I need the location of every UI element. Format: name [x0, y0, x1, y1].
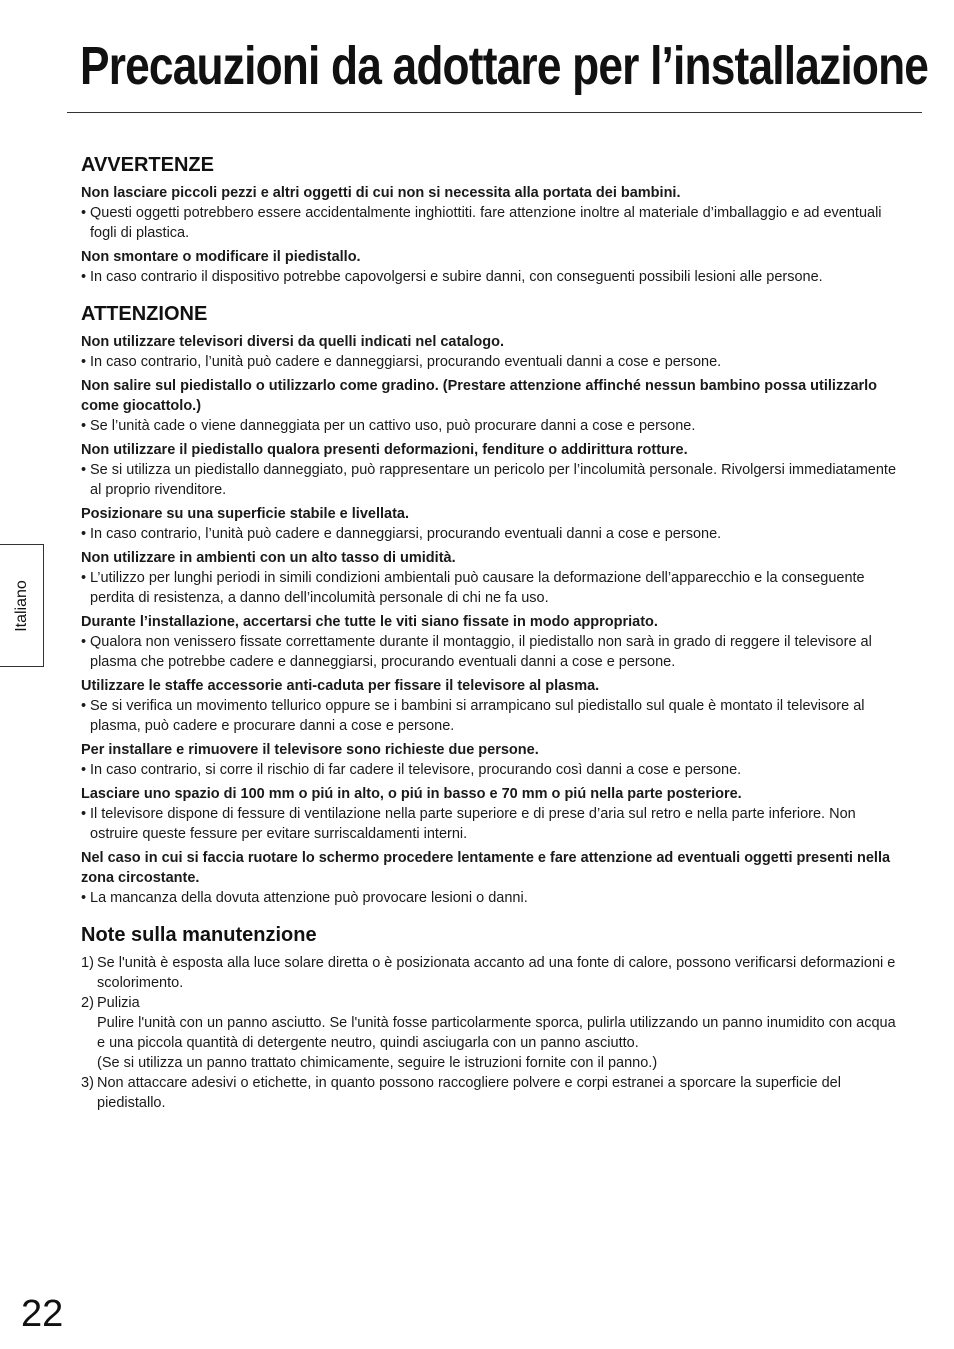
bullet-text: Questi oggetti potrebbero essere accidentalmente inghiottiti. fare attenzione inoltre al materiale d’imballaggio e ad eventuali fogli di plastica. — [90, 205, 882, 241]
caution-title: Non utilizzare in ambienti con un alto tasso di umidità. — [81, 550, 456, 566]
language-tab — [0, 544, 44, 667]
bullet-icon: • — [81, 570, 87, 586]
caution-title: Non utilizzare il piedistallo qualora presenti deformazioni, fenditure o addirittura rotture. — [81, 442, 688, 458]
caution-item — [81, 376, 906, 436]
language-tab-label: Italiano — [13, 580, 30, 632]
bullet-text: La mancanza della dovuta attenzione può provocare lesioni o danni. — [90, 890, 528, 906]
caution-item — [81, 440, 906, 500]
warning-item — [81, 183, 906, 243]
caution-title: Nel caso in cui si faccia ruotare lo schermo procedere lentamente e fare attenzione ad eventuali oggetti presenti nella zona circostante. — [81, 850, 891, 886]
item-text: Non attaccare adesivi o etichette, in quanto possono raccogliere polvere e corpi estranei a sporcare la superficie del piedistallo. — [97, 1075, 841, 1111]
bullet-text: Se si utilizza un piedistallo danneggiato, può rappresentare un pericolo per l’incolumità personale. Rivolgersi immediatamente al proprio rivenditore. — [90, 462, 897, 498]
bullet-point — [81, 460, 906, 500]
bullet-point — [81, 524, 906, 544]
item-text: Pulire l'unità con un panno asciutto. Se l'unità fosse particolarmente sporca, pulirla utilizzando un panno inumidito con acqua e una piccola quantità di detergente neutro, quindi asciugarla con un panno asciutto. — [97, 1015, 896, 1051]
caution-item — [81, 548, 906, 608]
caution-title: Per installare e rimuovere il televisore sono richieste due persone. — [81, 742, 539, 758]
caution-item — [81, 676, 906, 736]
bullet-point — [81, 203, 906, 243]
bullet-text: L’utilizzo per lunghi periodi in simili condizioni ambientali può causare la deformazione dell’apparecchio e la conseguente perdita di resistenza, a danno dell’incolumità personale di chi ne fa uso. — [90, 570, 865, 606]
bullet-text: In caso contrario il dispositivo potrebbe capovolgersi e subire danni, con conseguenti possibili lesioni alle persone. — [90, 269, 823, 285]
bullet-point — [81, 632, 906, 672]
caution-item — [81, 612, 906, 672]
item-number: 3) — [81, 1075, 94, 1091]
bullet-point — [81, 352, 906, 372]
caution-item — [81, 504, 906, 544]
section-heading: ATTENZIONE — [81, 303, 208, 325]
caution-item — [81, 848, 906, 908]
section-manutenzione — [81, 922, 906, 1113]
bullet-point — [81, 568, 906, 608]
section-heading: AVVERTENZE — [81, 154, 214, 176]
bullet-text: Il televisore dispone di fessure di ventilazione nella parte superiore e di prese d’aria sul retro e nella parte inferiore. Non ostruire queste fessure per evitare surriscaldamenti interni. — [90, 806, 856, 842]
caution-item — [81, 740, 906, 780]
bullet-point — [81, 804, 906, 844]
bullet-icon: • — [81, 634, 87, 650]
page-title: Precauzioni da adottare per l’installazione — [80, 36, 929, 96]
section-avvertenze — [81, 152, 906, 287]
caution-title: Durante l’installazione, accertarsi che tutte le viti siano fissate in modo appropriato. — [81, 614, 658, 630]
bullet-icon: • — [81, 806, 87, 822]
bullet-text: Qualora non venissero fissate correttamente durante il montaggio, il piedistallo non sarà in grado di reggere il televisore al plasma che potrebbe cadere e danneggiarsi, procurando eventuali danni a cose e persone. — [90, 634, 872, 670]
numbered-item — [81, 993, 906, 1073]
numbered-item — [81, 1073, 906, 1113]
caution-title: Non utilizzare televisori diversi da quelli indicati nel catalogo. — [81, 334, 505, 350]
bullet-point — [81, 416, 906, 436]
bullet-point — [81, 267, 906, 287]
item-text: Se l'unità è esposta alla luce solare diretta o è posizionata accanto ad una fonte di calore, possono verificarsi deformazioni e scolorimento. — [97, 955, 896, 991]
item-number: 2) — [81, 995, 94, 1011]
content — [81, 152, 906, 1127]
bullet-icon: • — [81, 762, 87, 778]
warning-title: Non smontare o modificare il piedistallo. — [81, 249, 361, 265]
section-heading: Note sulla manutenzione — [81, 924, 317, 946]
bullet-text: In caso contrario, l’unità può cadere e danneggiarsi, procurando eventuali danni a cose e persone. — [90, 354, 722, 370]
bullet-icon: • — [81, 526, 87, 542]
title-divider — [67, 112, 922, 113]
bullet-icon: • — [81, 354, 87, 370]
caution-title: Lasciare uno spazio di 100 mm o piú in alto, o piú in basso e 70 mm o piú nella parte posteriore. — [81, 786, 742, 802]
bullet-text: In caso contrario, si corre il rischio di far cadere il televisore, procurando così danni a cose e persone. — [90, 762, 742, 778]
bullet-icon: • — [81, 205, 87, 221]
bullet-point — [81, 760, 906, 780]
item-text: (Se si utilizza un panno trattato chimicamente, seguire le istruzioni fornite con il panno.) — [97, 1055, 658, 1071]
bullet-icon: • — [81, 698, 87, 714]
bullet-icon: • — [81, 890, 87, 906]
numbered-item — [81, 953, 906, 993]
item-text: Pulizia — [97, 995, 140, 1011]
bullet-point — [81, 696, 906, 736]
warning-title: Non lasciare piccoli pezzi e altri oggetti di cui non si necessita alla portata dei bambini. — [81, 185, 681, 201]
bullet-text: Se si verifica un movimento tellurico oppure se i bambini si arrampicano sul piedistallo sul quale è montato il televisore al plasma, può cadere e procurare danni a cose e persone. — [90, 698, 865, 734]
bullet-text: In caso contrario, l’unità può cadere e danneggiarsi, procurando eventuali danni a cose e persone. — [90, 526, 722, 542]
caution-title: Posizionare su una superficie stabile e livellata. — [81, 506, 409, 522]
page-number: 22 — [21, 1293, 64, 1335]
bullet-icon: • — [81, 462, 87, 478]
item-number: 1) — [81, 955, 94, 971]
caution-item — [81, 784, 906, 844]
bullet-point — [81, 888, 906, 908]
caution-title: Non salire sul piedistallo o utilizzarlo come gradino. (Prestare attenzione affinché nessun bambino possa utilizzarlo come giocattolo.) — [81, 378, 878, 414]
section-attenzione — [81, 301, 906, 908]
caution-title: Utilizzare le staffe accessorie anti-caduta per fissare il televisore al plasma. — [81, 678, 600, 694]
bullet-icon: • — [81, 269, 87, 285]
warning-item — [81, 247, 906, 287]
caution-item — [81, 332, 906, 372]
bullet-text: Se l’unità cade o viene danneggiata per un cattivo uso, può procurare danni a cose e persone. — [90, 418, 696, 434]
bullet-icon: • — [81, 418, 87, 434]
